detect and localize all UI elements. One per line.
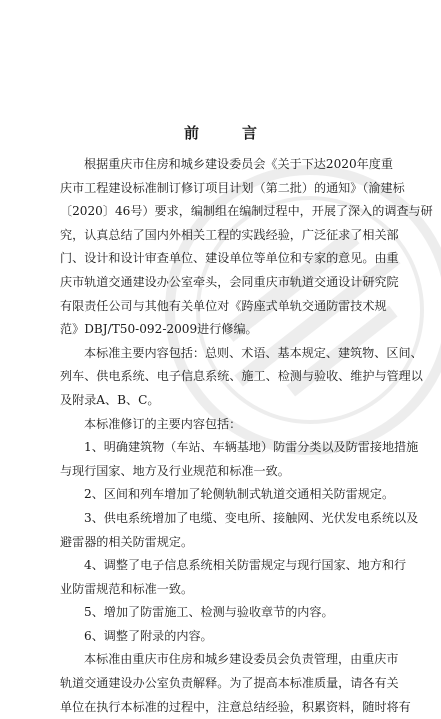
text-line: 〔2020〕46号）要求，编制组在编制过程中，开展了深入的调查与研	[60, 204, 433, 219]
text-line: 有限责任公司与其他有关单位对《跨座式单轨交通防雷技术规	[60, 298, 387, 313]
text-line: 1、明确建筑物（车站、车辆基地）防雷分类以及防雷接地措施	[84, 440, 419, 455]
text-line: 2、区间和列车增加了轮侧轨制式轨道交通相关防雷规定。	[84, 487, 395, 502]
text-line: 本标准修订的主要内容包括：	[84, 416, 242, 431]
text-line: 庆市轨道交通建设办公室牵头，会同重庆市轨道交通设计研究院	[60, 274, 399, 289]
page-title: 前 言	[183, 124, 271, 142]
text-line: 轨道交通建设办公室负责解释。为了提高本标准质量，请各有关	[60, 676, 399, 691]
text-line: 5、增加了防雷施工、检测与验收章节的内容。	[84, 605, 334, 620]
text-line: 根据重庆市住房和城乡建设委员会《关于下达2020年度重	[84, 157, 393, 171]
text-line: 范》DBJ/T50-092-2009进行修编。	[60, 322, 258, 337]
text-line: 4、调整了电子信息系统相关防雷规定与现行国家、地方和行	[84, 558, 407, 573]
text-line: 单位在执行本标准的过程中，注意总结经验，积累资料，随时将有	[60, 699, 411, 714]
text-line: 本标准主要内容包括：总则、术语、基本规定、建筑物、区间、	[84, 345, 423, 360]
text-line: 及附录A、B、C。	[60, 392, 160, 407]
text-line: 避雷器的相关防雷规定。	[60, 534, 194, 549]
text-line: 3、供电系统增加了电缆、变电所、接触网、光伏发电系统以及	[84, 510, 419, 525]
text-line: 门、设计和设计审查单位、建设单位等单位和专家的意见。由重	[60, 251, 399, 266]
text-line: 与现行国家、地方及行业规范和标准一致。	[60, 463, 290, 478]
text-line: 6、调整了附录的内容。	[84, 628, 213, 643]
text-line: 究，认真总结了国内外相关工程的实践经验，广泛征求了相关部	[60, 227, 399, 242]
text-line: 庆市工程建设标准制订修订项目计划（第二批）的通知》（渝建标	[60, 180, 405, 195]
text-line: 列车、供电系统、电子信息系统、施工、检测与验收、维护与管理以	[60, 369, 423, 384]
text-line: 本标准由重庆市住房和城乡建设委员会负责管理，由重庆市	[84, 652, 399, 667]
text-line: 业防雷规范和标准一致。	[60, 581, 194, 596]
foreword-body	[60, 153, 433, 719]
